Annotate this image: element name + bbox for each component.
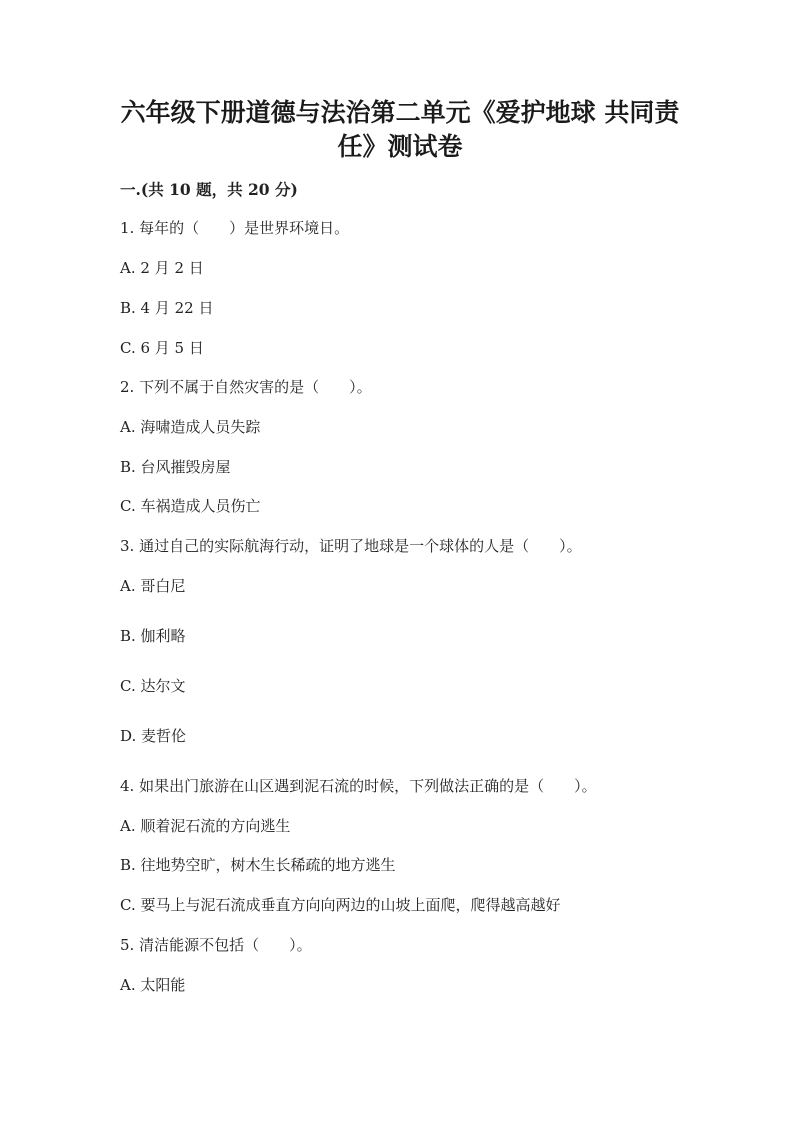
question-4-option-b: B. 往地势空旷，树木生长稀疏的地方逃生 [120,856,396,874]
question-3-option-a: A. 哥白尼 [120,577,186,595]
question-2-stem: 2. 下列不属于自然灾害的是（ ）。 [120,378,372,396]
question-4-option-c: C. 要马上与泥石流成垂直方向向两边的山坡上面爬，爬得越高越好 [120,896,561,914]
question-3-option-d: D. 麦哲伦 [120,727,187,745]
question-2-option-a: A. 海啸造成人员失踪 [120,418,261,436]
question-5-option-a: A. 太阳能 [120,976,186,994]
question-4-stem: 4. 如果出门旅游在山区遇到泥石流的时候，下列做法正确的是（ ）。 [120,777,597,795]
question-1-option-c: C. 6 月 5 日 [120,339,204,357]
question-5-stem: 5. 清洁能源不包括（ ）。 [120,936,312,954]
question-1-stem: 1. 每年的（ ）是世界环境日。 [120,219,350,237]
question-3-stem: 3. 通过自己的实际航海行动，证明了地球是一个球体的人是（ ）。 [120,537,582,555]
question-2-option-b: B. 台风摧毁房屋 [120,458,231,476]
question-1-option-b: B. 4 月 22 日 [120,299,214,317]
page-title-line-1: 六年级下册道德与法治第二单元《爱护地球 共同责 [120,98,680,127]
question-3-option-b: B. 伽利略 [120,627,186,645]
question-1-option-a: A. 2 月 2 日 [120,259,204,277]
question-3-option-c: C. 达尔文 [120,677,186,695]
question-2-option-c: C. 车祸造成人员伤亡 [120,497,261,515]
section-heading: 一.(共 10 题，共 20 分) [120,180,298,199]
page-title [100,96,700,164]
page-title-line-2: 任》测试卷 [337,132,463,161]
question-4-option-a: A. 顺着泥石流的方向逃生 [120,817,291,835]
